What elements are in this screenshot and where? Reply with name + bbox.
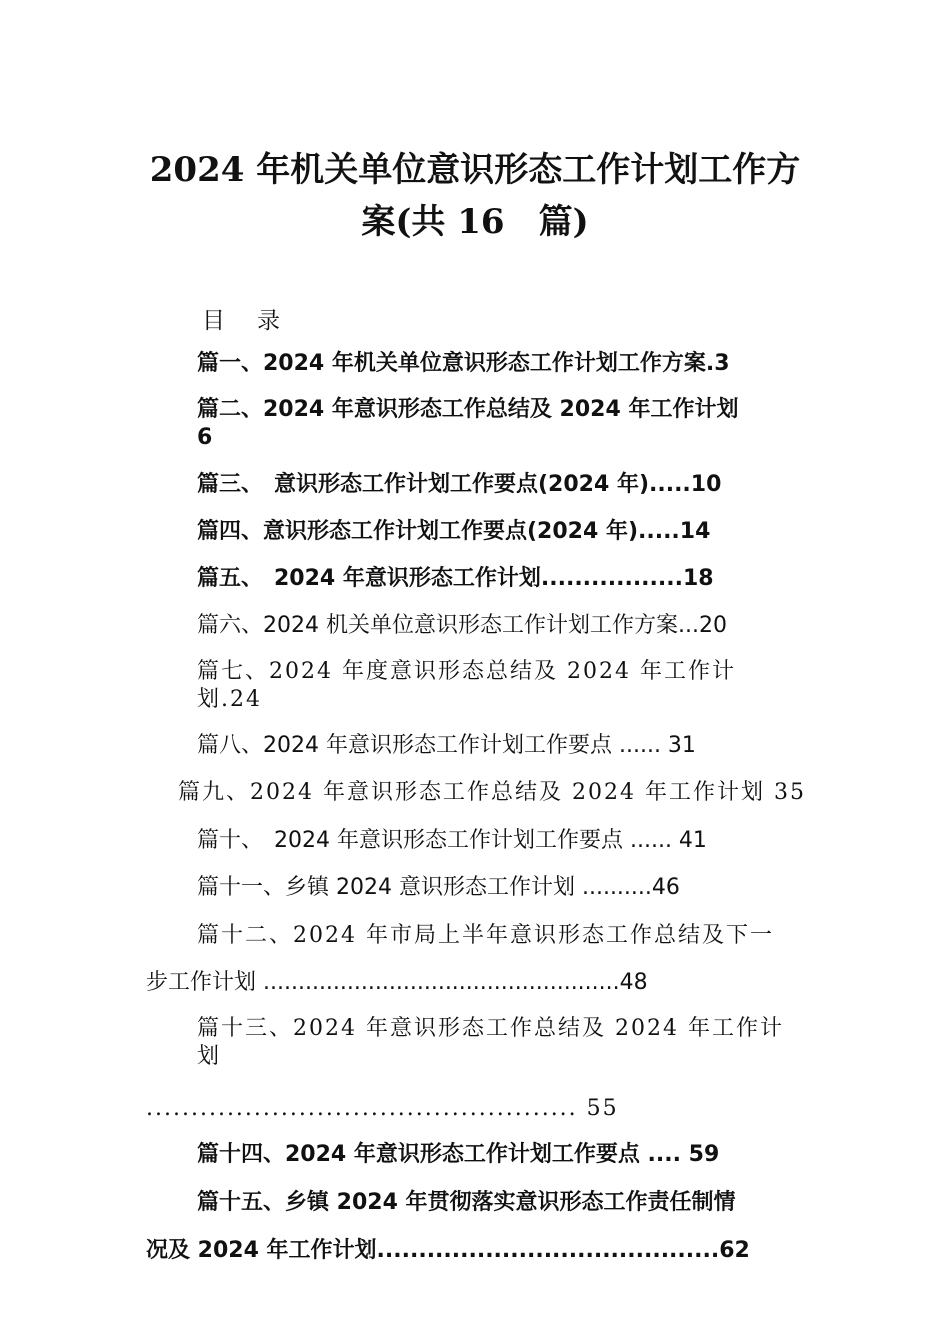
toc-heading bbox=[202, 302, 312, 335]
toc-entry-2: 篇二、2024 年意识形态工作总结及 2024 年工作计划 bbox=[197, 397, 739, 422]
toc-entry-10: 篇十、 2024 年意识形态工作计划工作要点 ...... 41 bbox=[197, 828, 707, 853]
toc-entry-7: 篇七、2024 年度意识形态总结及 2024 年工作计 bbox=[197, 659, 736, 684]
toc-entry-12-page: 步工作计划 ...................................................48 bbox=[146, 970, 648, 995]
document-title-line-2: 案(共 16 篇) bbox=[361, 202, 589, 242]
toc-entry-3: 篇三、 意识形态工作计划工作要点(2024 年).....10 bbox=[197, 472, 722, 497]
toc-entry-13: 篇十三、2024 年意识形态工作总结及 2024 年工作计 bbox=[197, 1016, 784, 1041]
toc-entry-13-page: ................................................ 55 bbox=[146, 1096, 619, 1121]
toc-entry-9: 篇九、2024 年意识形态工作总结及 2024 年工作计划 35 bbox=[178, 780, 806, 805]
toc-heading-char: 录 bbox=[257, 308, 286, 334]
toc-entry-4: 篇四、意识形态工作计划工作要点(2024 年).....14 bbox=[197, 519, 711, 544]
toc-entry-6: 篇六、2024 机关单位意识形态工作计划工作方案...20 bbox=[197, 613, 727, 638]
toc-entry-7-page: 划.24 bbox=[197, 687, 262, 712]
toc-entry-11: 篇十一、乡镇 2024 意识形态工作计划 ..........46 bbox=[197, 875, 680, 900]
toc-entry-13-cont: 划 bbox=[197, 1044, 222, 1069]
toc-entry-5: 篇五、 2024 年意识形态工作计划.................18 bbox=[197, 566, 714, 591]
toc-entry-1: 篇一、2024 年机关单位意识形态工作计划工作方案.3 bbox=[197, 351, 730, 376]
toc-entry-15-page: 况及 2024 年工作计划.........................................62 bbox=[146, 1238, 750, 1263]
toc-heading-char: 目 bbox=[202, 308, 231, 334]
toc-entry-8: 篇八、2024 年意识形态工作计划工作要点 ...... 31 bbox=[197, 733, 696, 758]
toc-entry-14: 篇十四、2024 年意识形态工作计划工作要点 .... 59 bbox=[197, 1142, 720, 1167]
toc-entry-15: 篇十五、乡镇 2024 年贯彻落实意识形态工作责任制情 bbox=[197, 1190, 736, 1215]
toc-entry-2-page: 6 bbox=[197, 425, 213, 450]
document-title-line-1: 2024 年机关单位意识形态工作计划工作方 bbox=[149, 150, 801, 190]
toc-entry-12: 篇十二、2024 年市局上半年意识形态工作总结及下一 bbox=[197, 923, 774, 948]
